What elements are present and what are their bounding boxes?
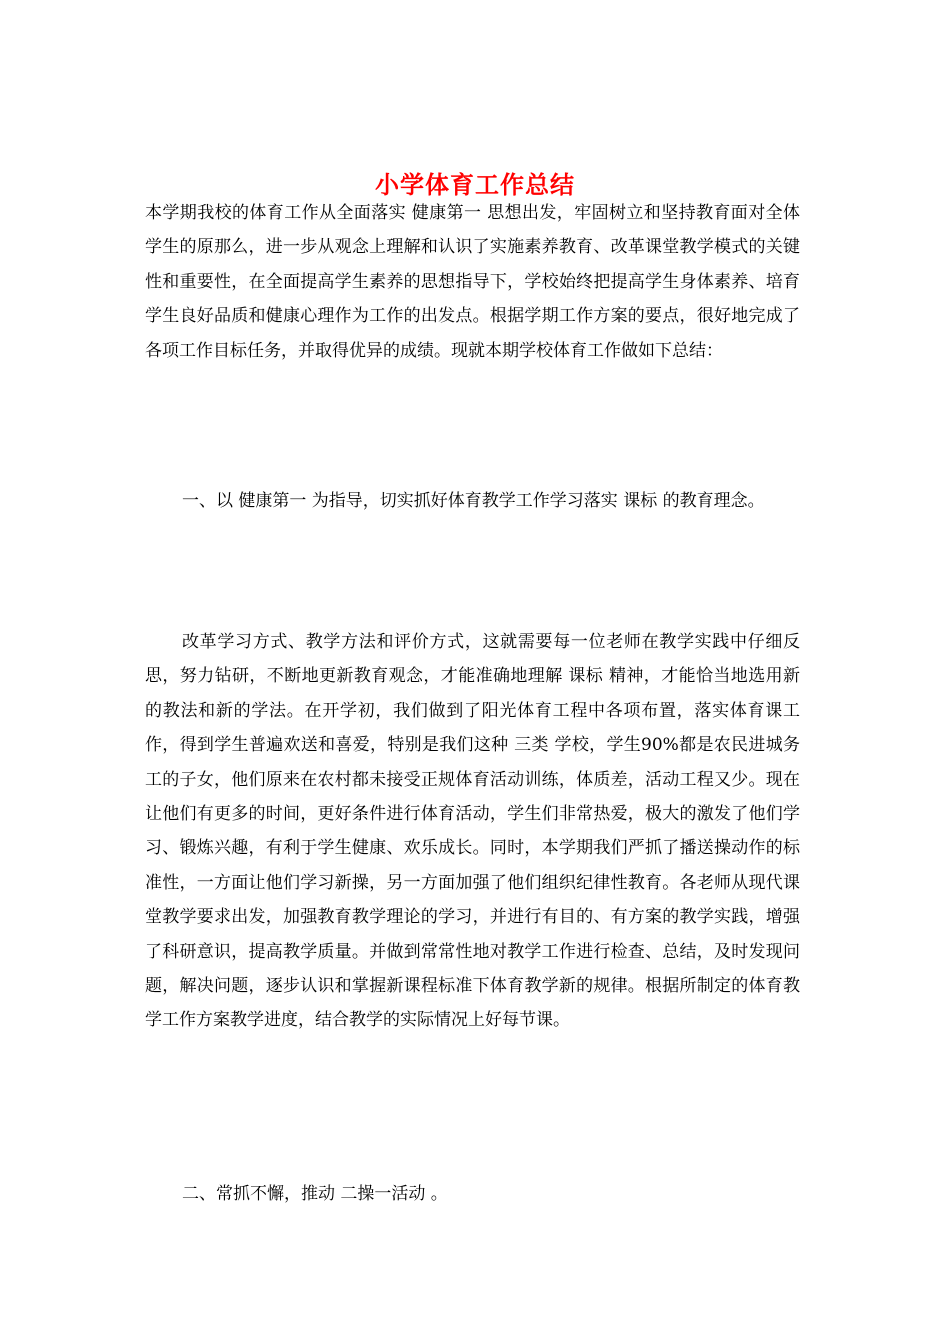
section-2-heading: 二、常抓不懈，推动 二操一活动 。 [182, 1184, 448, 1204]
section-1-heading: 一、以 健康第一 为指导，切实抓好体育教学工作学习落实 课标 的教育理念。 [182, 491, 765, 511]
document-title: 小学体育工作总结 [375, 170, 575, 200]
section-1-body-paragraph: 改革学习方式、教学方法和评价方式，这就需要每一位老师在教学实践中仔细反思，努力钻研，不断地更新教育观念，才能准确地理解 课标 精神，才能恰当地选用新的教法和新的学法。在开学初，我们做到了阳光体育工程中各项布置，落实体育课工作，得到学生普遍欢送和喜爱，特别是我们这种 三类 学校，学生90%都是农民进城务工的子女，他们原来在农村都未接受正规体育活动训练，体质差，活动工程又少。现在让他们有更多的时间，更好条件进行体育活动，学生们非常热爱，极大的激发了他们学习、锻炼兴趣，有利于学生健康、欢乐成长。同时，本学期我们严抓了播送操动作的标准性，一方面让他们学习新操，另一方面加强了他们组织纪律性教育。各老师从现代课堂教学要求出发，加强教育教学理论的学习，并进行有目的、有方案的教学实践，增强了科研意识，提高教学质量。并做到常常性地对教学工作进行检查、总结，及时发现问题，解决问题，逐步认识和掌握新课程标准下体育教学新的规律。根据所制定的体育教学工作方案教学进度，结合教学的实际情况上好每节课。 [145, 632, 800, 1031]
intro-paragraph: 本学期我校的体育工作从全面落实 健康第一 思想出发，牢固树立和坚持教育面对全体学生的原那么，进一步从观念上理解和认识了实施素养教育、改革课堂教学模式的关键性和重要性，在全面提高学生素养的思想指导下，学校始终把提高学生身体素养、培育学生良好品质和健康心理作为工作的出发点。根据学期工作方案的要点，很好地完成了各项工作目标任务，并取得优异的成绩。现就本期学校体育工作做如下总结： [145, 203, 800, 361]
